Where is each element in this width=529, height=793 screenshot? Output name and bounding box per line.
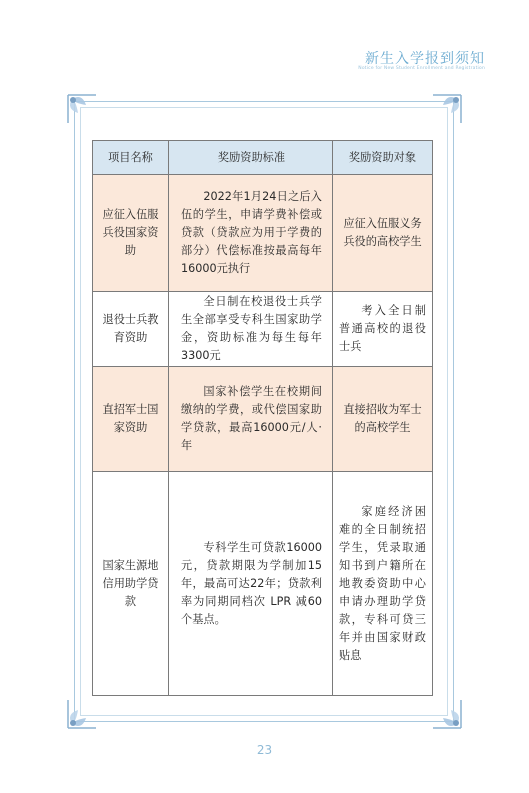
table-row — [93, 367, 433, 472]
row-name: 应征入伍服兵役国家资助 — [93, 175, 169, 292]
ornament-icon — [64, 91, 100, 127]
ornament-icon — [429, 696, 465, 732]
row-standard: 国家补偿学生在校期间缴纳的学费，或代偿国家助学贷款，最高16000元/人·年 — [169, 367, 333, 472]
table-header-row — [93, 141, 433, 175]
table-row — [93, 292, 433, 367]
corner-ornament-bottom-right — [429, 696, 465, 732]
header-project-name: 项目名称 — [93, 141, 169, 175]
row-standard: 2022年1月24日之后入伍的学生，申请学费补偿或贷款（贷款应为用于学费的部分）代偿标准按最高每年16000元执行 — [169, 175, 333, 292]
aid-policy-table — [92, 140, 433, 696]
table-row — [93, 175, 433, 292]
row-target: 家庭经济困难的全日制统招学生，凭录取通知书到户籍所在地教委资助中心申请办理助学贷款，专科可贷三年并由国家财政贴息 — [333, 472, 433, 696]
corner-ornament-top-left — [64, 91, 100, 127]
row-name: 退役士兵教育资助 — [93, 292, 169, 367]
table-row — [93, 472, 433, 696]
header-standard: 奖励资助标准 — [169, 141, 333, 175]
row-standard: 全日制在校退役士兵学生全部享受专科生国家助学金，资助标准为每生每年3300元 — [169, 292, 333, 367]
row-target: 考入全日制普通高校的退役士兵 — [333, 292, 433, 367]
row-target: 直接招收为军士的高校学生 — [333, 367, 433, 472]
ornament-icon — [64, 696, 100, 732]
row-standard: 专科学生可贷款16000元，贷款期限为学制加15年，最高可达22年；贷款利率为同期同档次 LPR 减60个基点。 — [169, 472, 333, 696]
corner-ornament-top-right — [429, 91, 465, 127]
header-title: 新生入学报到须知 — [365, 51, 485, 67]
row-target: 应征入伍服义务兵役的高校学生 — [333, 175, 433, 292]
ornament-icon — [429, 91, 465, 127]
corner-ornament-bottom-left — [64, 696, 100, 732]
row-name: 直招军士国家资助 — [93, 367, 169, 472]
header-target: 奖励资助对象 — [333, 141, 433, 175]
header-subtitle: Notice for New Student Enrollment and Registration — [358, 66, 485, 71]
page-number: 23 — [256, 743, 273, 757]
row-name: 国家生源地信用助学贷款 — [93, 472, 169, 696]
